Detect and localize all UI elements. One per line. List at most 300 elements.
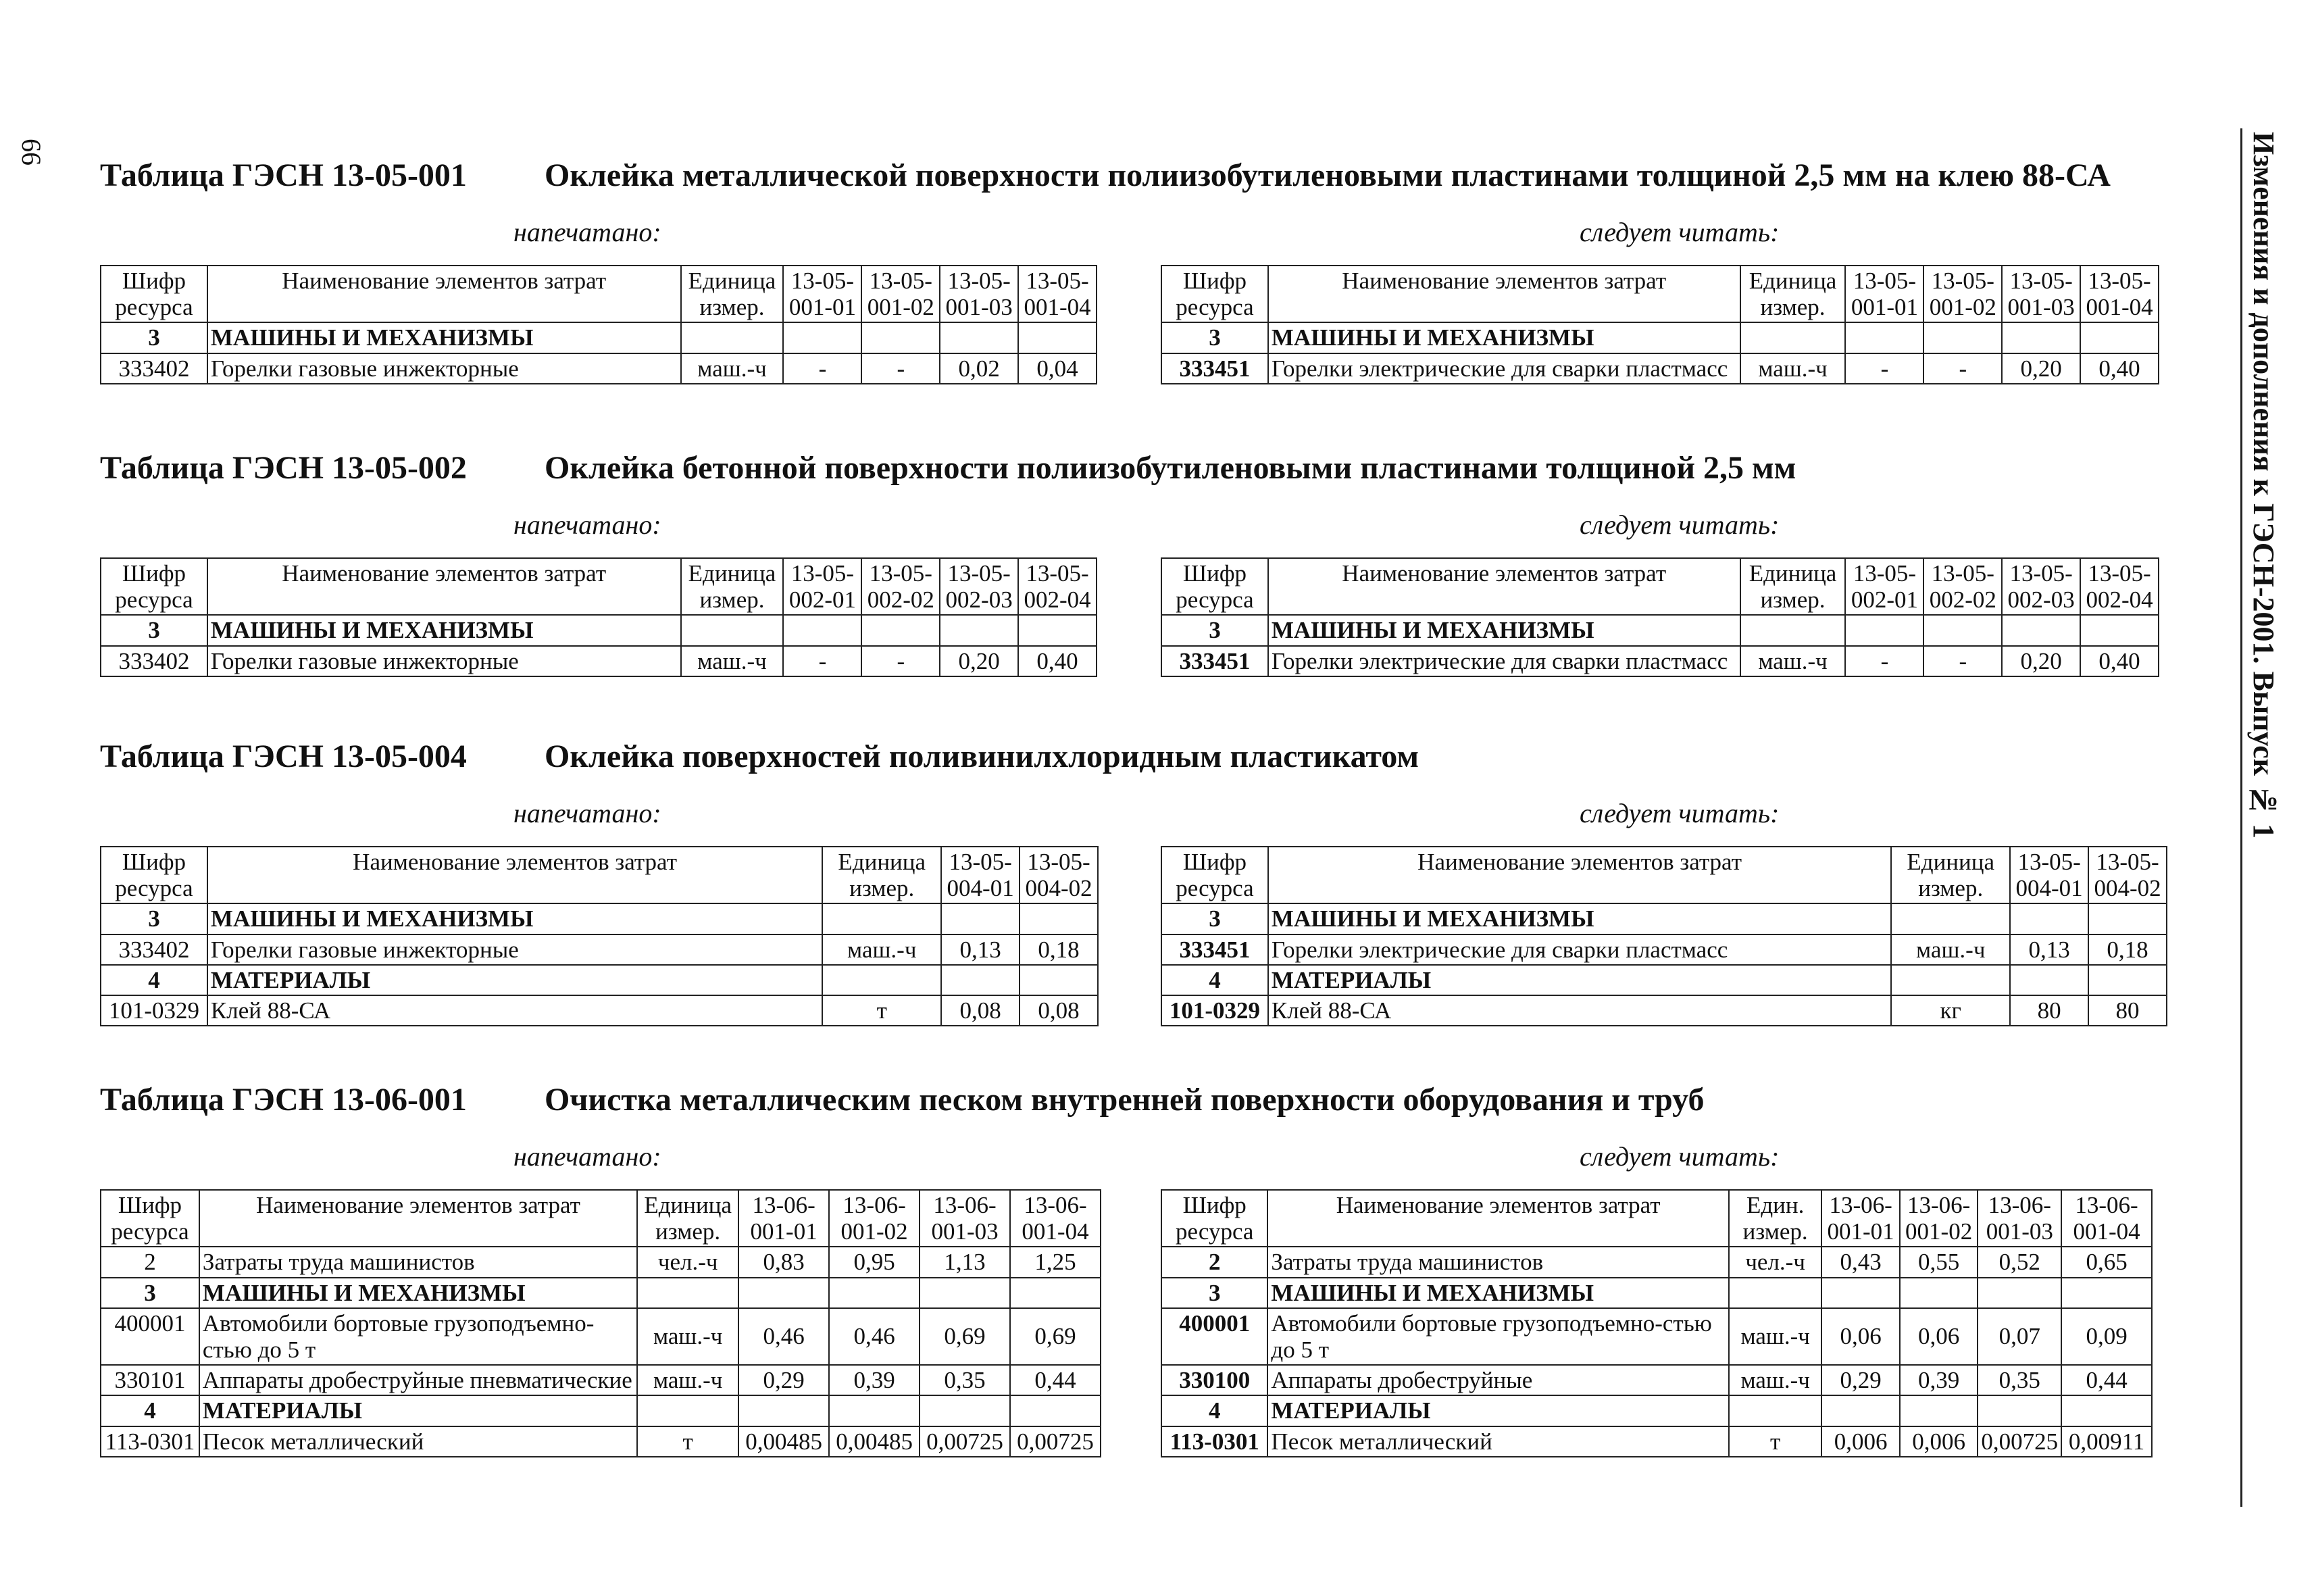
- resource-unit: маш.-ч: [1740, 353, 1846, 384]
- norm-value: [1018, 322, 1097, 353]
- norm-value: -: [861, 646, 940, 676]
- resource-unit: маш.-ч: [1740, 646, 1846, 676]
- printed-label: напечатано:: [513, 509, 661, 540]
- norm-value: [783, 615, 861, 645]
- category-row: [1161, 1278, 2152, 1308]
- read-table: [1161, 557, 2159, 677]
- resource-name: Автомобили бортовые грузоподъемно-стью до 5 т: [199, 1308, 637, 1365]
- category-name: МАШИНЫ И МЕХАНИЗМЫ: [1268, 615, 1740, 645]
- printed-table: [100, 846, 1099, 1026]
- norm-value: [2088, 965, 2167, 995]
- resource-name: Клей 88-СА: [1268, 995, 1891, 1026]
- read-table: [1161, 265, 2159, 384]
- header-code: Шифр ресурса: [1161, 847, 1268, 903]
- resource-code: 333402: [101, 646, 207, 676]
- resource-unit: [1891, 965, 2010, 995]
- resource-name: Горелки электрические для сварки пластмасс: [1268, 353, 1740, 384]
- resource-code: 3: [101, 903, 207, 934]
- norm-value: [2061, 1278, 2152, 1308]
- resource-code: 333402: [101, 934, 207, 965]
- header-norm-code: 13-05-001-01: [1845, 266, 1923, 322]
- side-rule: [2240, 128, 2242, 1507]
- header-code: Шифр ресурса: [101, 1190, 199, 1247]
- header-code: Шифр ресурса: [1161, 558, 1268, 615]
- resource-unit: маш.-ч: [637, 1308, 738, 1365]
- category-row: [1161, 965, 2167, 995]
- norm-value: [1845, 322, 1923, 353]
- section-heading: [100, 157, 2181, 211]
- norm-value: [2010, 965, 2088, 995]
- norm-value: 0,43: [1821, 1247, 1900, 1277]
- resource-unit: [681, 615, 784, 645]
- resource-name: Горелки газовые инжекторные: [207, 646, 681, 676]
- header-norm-code: 13-05-001-03: [940, 266, 1018, 322]
- norm-value: 80: [2088, 995, 2167, 1026]
- read-label: следует читать:: [1580, 798, 1780, 828]
- norm-value: 0,40: [1018, 646, 1097, 676]
- category-name: МАШИНЫ И МЕХАНИЗМЫ: [199, 1278, 637, 1308]
- category-row: [101, 1395, 1101, 1426]
- resource-unit: маш.-ч: [1891, 934, 2010, 965]
- norm-value: [941, 965, 1020, 995]
- resource-unit: т: [822, 995, 941, 1026]
- section-heading: [100, 1081, 2181, 1135]
- norm-value: [1978, 1278, 2061, 1308]
- sublabels: [100, 503, 2181, 557]
- header-norm-code: 13-05-002-02: [1923, 558, 2002, 615]
- norm-value: 0,52: [1978, 1247, 2061, 1277]
- norm-value: 0,35: [920, 1365, 1010, 1395]
- header-norm-code: 13-05-002-03: [940, 558, 1018, 615]
- resource-name: Автомобили бортовые грузоподъемно-стью до 5 т: [1267, 1308, 1729, 1365]
- printed-table: [100, 557, 1097, 677]
- norm-value: 0,13: [941, 934, 1020, 965]
- header-unit: Единица измер.: [681, 266, 784, 322]
- resource-unit: т: [637, 1426, 738, 1457]
- norm-value: 0,69: [1010, 1308, 1101, 1365]
- norm-value: [1923, 322, 2002, 353]
- sublabels: [100, 792, 2181, 846]
- resource-unit: [1729, 1278, 1821, 1308]
- header-name: Наименование элементов затрат: [1267, 1190, 1729, 1247]
- resource-unit: кг: [1891, 995, 2010, 1026]
- resource-code: 113-0301: [101, 1426, 199, 1457]
- resource-unit: маш.-ч: [822, 934, 941, 965]
- norm-value: 0,07: [1978, 1308, 2061, 1365]
- norm-value: 0,006: [1821, 1426, 1900, 1457]
- resource-unit: маш.-ч: [681, 646, 784, 676]
- resource-unit: [822, 903, 941, 934]
- header-norm-code: 13-06-001-04: [2061, 1190, 2152, 1247]
- resource-code: 330100: [1161, 1365, 1267, 1395]
- section-13-05-001: [100, 157, 2181, 382]
- resource-name: Песок металлический: [1267, 1426, 1729, 1457]
- table-row: [1161, 1365, 2152, 1395]
- norm-value: -: [1923, 353, 2002, 384]
- table-row: [101, 1365, 1101, 1395]
- resource-name: Затраты труда машинистов: [1267, 1247, 1729, 1277]
- resource-unit: маш.-ч: [1729, 1308, 1821, 1365]
- resource-unit: [1891, 903, 2010, 934]
- table-header-row: [1161, 1190, 2152, 1247]
- norm-value: 0,00911: [2061, 1426, 2152, 1457]
- norm-value: 0,46: [829, 1308, 920, 1365]
- table-row: [1161, 353, 2159, 384]
- page-number: 66: [16, 139, 47, 166]
- norm-value: [1923, 615, 2002, 645]
- resource-code: 4: [101, 965, 207, 995]
- norm-value: [829, 1278, 920, 1308]
- category-row: [101, 322, 1097, 353]
- category-name: МАТЕРИАЛЫ: [1267, 1395, 1729, 1426]
- norm-value: 0,35: [1978, 1365, 2061, 1395]
- table-row: [101, 934, 1098, 965]
- norm-value: [920, 1395, 1010, 1426]
- header-code: Шифр ресурса: [1161, 1190, 1267, 1247]
- norm-value: 0,65: [2061, 1247, 2152, 1277]
- norm-value: 0,95: [829, 1247, 920, 1277]
- read-label: следует читать:: [1580, 217, 1780, 247]
- resource-code: 3: [101, 1278, 199, 1308]
- resource-unit: маш.-ч: [1729, 1365, 1821, 1395]
- norm-value: 0,29: [1821, 1365, 1900, 1395]
- section-heading: [100, 738, 2181, 792]
- table-header-row: [101, 558, 1097, 615]
- table-title: Оклейка поверхностей поливинилхлоридным пластикатом: [545, 739, 1419, 774]
- norm-value: [1010, 1395, 1101, 1426]
- header-norm-code: 13-05-004-02: [2088, 847, 2167, 903]
- norm-value: 0,40: [2080, 353, 2159, 384]
- table-title: Оклейка бетонной поверхности полиизобутиленовыми пластинами толщиной 2,5 мм: [545, 450, 1796, 486]
- norm-value: [2010, 903, 2088, 934]
- table-header-row: [101, 847, 1098, 903]
- norm-value: [941, 903, 1020, 934]
- category-row: [101, 965, 1098, 995]
- resource-name: Горелки газовые инжекторные: [207, 353, 681, 384]
- resource-unit: [637, 1278, 738, 1308]
- resource-code: 330101: [101, 1365, 199, 1395]
- resource-unit: [681, 322, 784, 353]
- table-row: [101, 1247, 1101, 1277]
- norm-value: [1018, 615, 1097, 645]
- read-label: следует читать:: [1580, 1141, 1780, 1172]
- norm-value: [920, 1278, 1010, 1308]
- norm-value: 0,00485: [738, 1426, 829, 1457]
- category-row: [101, 1278, 1101, 1308]
- resource-unit: [637, 1395, 738, 1426]
- resource-code: 101-0329: [1161, 995, 1268, 1026]
- resource-unit: чел.-ч: [637, 1247, 738, 1277]
- norm-value: 0,29: [738, 1365, 829, 1395]
- header-name: Наименование элементов затрат: [207, 847, 822, 903]
- norm-value: 0,08: [941, 995, 1020, 1026]
- norm-value: 0,06: [1821, 1308, 1900, 1365]
- resource-unit: маш.-ч: [681, 353, 784, 384]
- norm-value: [1020, 903, 1098, 934]
- category-row: [1161, 322, 2159, 353]
- header-unit: Единица измер.: [637, 1190, 738, 1247]
- header-norm-code: 13-06-001-02: [1900, 1190, 1978, 1247]
- category-name: МАТЕРИАЛЫ: [199, 1395, 637, 1426]
- header-norm-code: 13-06-001-02: [829, 1190, 920, 1247]
- norm-value: [940, 615, 1018, 645]
- norm-value: 1,25: [1010, 1247, 1101, 1277]
- header-unit: Единица измер.: [822, 847, 941, 903]
- header-norm-code: 13-05-004-02: [1020, 847, 1098, 903]
- table-row: [1161, 1247, 2152, 1277]
- norm-value: [1010, 1278, 1101, 1308]
- norm-value: [1900, 1278, 1978, 1308]
- table-row: [101, 1426, 1101, 1457]
- norm-value: 0,00725: [920, 1426, 1010, 1457]
- category-row: [101, 903, 1098, 934]
- resource-name: Затраты труда машинистов: [199, 1247, 637, 1277]
- printed-label: напечатано:: [513, 1141, 661, 1172]
- header-unit: Един. измер.: [1729, 1190, 1821, 1247]
- header-norm-code: 13-06-001-03: [920, 1190, 1010, 1247]
- norm-value: [783, 322, 861, 353]
- resource-code: 333451: [1161, 934, 1268, 965]
- resource-unit: [1740, 615, 1846, 645]
- header-norm-code: 13-05-001-01: [783, 266, 861, 322]
- norm-value: [738, 1395, 829, 1426]
- header-name: Наименование элементов затрат: [1268, 266, 1740, 322]
- resource-unit: [822, 965, 941, 995]
- table-header-row: [1161, 266, 2159, 322]
- resource-code: 333402: [101, 353, 207, 384]
- norm-value: [2061, 1395, 2152, 1426]
- norm-value: [2088, 903, 2167, 934]
- resource-code: 3: [101, 615, 207, 645]
- section-heading: [100, 449, 2181, 503]
- header-norm-code: 13-05-002-04: [1018, 558, 1097, 615]
- resource-name: Клей 88-СА: [207, 995, 822, 1026]
- norm-value: 0,55: [1900, 1247, 1978, 1277]
- table-row: [1161, 646, 2159, 676]
- table-row: [1161, 1308, 2152, 1365]
- header-name: Наименование элементов затрат: [207, 266, 681, 322]
- header-code: Шифр ресурса: [1161, 266, 1268, 322]
- header-unit: Единица измер.: [1740, 558, 1846, 615]
- norm-value: 0,18: [1020, 934, 1098, 965]
- norm-value: [2080, 322, 2159, 353]
- header-norm-code: 13-05-001-02: [1923, 266, 2002, 322]
- table-row: [101, 646, 1097, 676]
- resource-code: 3: [1161, 1278, 1267, 1308]
- resource-name: Горелки газовые инжекторные: [207, 934, 822, 965]
- norm-value: -: [1923, 646, 2002, 676]
- sublabels: [100, 1135, 2181, 1189]
- category-name: МАШИНЫ И МЕХАНИЗМЫ: [1268, 322, 1740, 353]
- header-unit: Единица измер.: [681, 558, 784, 615]
- category-row: [1161, 903, 2167, 934]
- norm-value: 0,00485: [829, 1426, 920, 1457]
- resource-code: 333451: [1161, 353, 1268, 384]
- table-code: Таблица ГЭСН 13-05-002: [100, 450, 467, 486]
- printed-label: напечатано:: [513, 798, 661, 828]
- section-13-05-002: [100, 449, 2181, 674]
- norm-value: 0,44: [2061, 1365, 2152, 1395]
- resource-code: 3: [1161, 615, 1268, 645]
- header-code: Шифр ресурса: [101, 266, 207, 322]
- resource-name: Песок металлический: [199, 1426, 637, 1457]
- table-header-row: [1161, 847, 2167, 903]
- resource-unit: маш.-ч: [637, 1365, 738, 1395]
- header-norm-code: 13-06-001-04: [1010, 1190, 1101, 1247]
- header-unit: Единица измер.: [1740, 266, 1846, 322]
- norm-value: -: [1845, 353, 1923, 384]
- resource-unit: [1729, 1395, 1821, 1426]
- read-label: следует читать:: [1580, 509, 1780, 540]
- resource-name: Горелки электрические для сварки пластмасс: [1268, 646, 1740, 676]
- norm-value: 0,00725: [1978, 1426, 2061, 1457]
- norm-value: -: [783, 646, 861, 676]
- category-name: МАШИНЫ И МЕХАНИЗМЫ: [207, 322, 681, 353]
- norm-value: 0,13: [2010, 934, 2088, 965]
- header-norm-code: 13-06-001-03: [1978, 1190, 2061, 1247]
- norm-value: 0,09: [2061, 1308, 2152, 1365]
- norm-value: -: [1845, 646, 1923, 676]
- category-name: МАТЕРИАЛЫ: [207, 965, 822, 995]
- norm-value: -: [861, 353, 940, 384]
- header-unit: Единица измер.: [1891, 847, 2010, 903]
- norm-value: 0,83: [738, 1247, 829, 1277]
- norm-value: [2080, 615, 2159, 645]
- norm-value: 0,39: [1900, 1365, 1978, 1395]
- table-header-row: [101, 1190, 1101, 1247]
- norm-value: [861, 322, 940, 353]
- table-code: Таблица ГЭСН 13-06-001: [100, 1082, 467, 1118]
- category-name: МАТЕРИАЛЫ: [1268, 965, 1891, 995]
- resource-code: 3: [1161, 322, 1268, 353]
- category-name: МАШИНЫ И МЕХАНИЗМЫ: [207, 903, 822, 934]
- category-name: МАШИНЫ И МЕХАНИЗМЫ: [1267, 1278, 1729, 1308]
- header-norm-code: 13-05-002-02: [861, 558, 940, 615]
- norm-value: 0,08: [1020, 995, 1098, 1026]
- table-row: [101, 353, 1097, 384]
- table-header-row: [1161, 558, 2159, 615]
- category-name: МАШИНЫ И МЕХАНИЗМЫ: [207, 615, 681, 645]
- norm-value: [861, 615, 940, 645]
- norm-value: 0,40: [2080, 646, 2159, 676]
- norm-value: 0,20: [940, 646, 1018, 676]
- printed-table: [100, 1189, 1101, 1457]
- table-row: [1161, 934, 2167, 965]
- category-row: [1161, 615, 2159, 645]
- header-norm-code: 13-06-001-01: [1821, 1190, 1900, 1247]
- header-name: Наименование элементов затрат: [199, 1190, 637, 1247]
- norm-value: [2002, 615, 2080, 645]
- header-code: Шифр ресурса: [101, 558, 207, 615]
- resource-code: 333451: [1161, 646, 1268, 676]
- table-row: [101, 1308, 1101, 1365]
- resource-code: 4: [1161, 965, 1268, 995]
- table-title: Оклейка металлической поверхности полиизобутиленовыми пластинами толщиной 2,5 мм на клею 88-СА: [545, 157, 2111, 193]
- norm-value: 0,02: [940, 353, 1018, 384]
- resource-unit: т: [1729, 1426, 1821, 1457]
- norm-value: 0,00725: [1010, 1426, 1101, 1457]
- table-header-row: [101, 266, 1097, 322]
- resource-code: 4: [1161, 1395, 1267, 1426]
- table-title: Очистка металлическим песком внутренней поверхности оборудования и труб: [545, 1082, 1705, 1118]
- resource-code: 2: [101, 1247, 199, 1277]
- resource-code: 3: [101, 322, 207, 353]
- table-code: Таблица ГЭСН 13-05-001: [100, 157, 467, 193]
- table-row: [1161, 1426, 2152, 1457]
- header-norm-code: 13-05-002-01: [783, 558, 861, 615]
- norm-value: 0,20: [2002, 646, 2080, 676]
- norm-value: [1845, 615, 1923, 645]
- header-norm-code: 13-05-001-04: [2080, 266, 2159, 322]
- norm-value: 0,18: [2088, 934, 2167, 965]
- norm-value: [2002, 322, 2080, 353]
- header-norm-code: 13-05-004-01: [2010, 847, 2088, 903]
- norm-value: 0,46: [738, 1308, 829, 1365]
- printed-label: напечатано:: [513, 217, 661, 247]
- norm-value: [1821, 1395, 1900, 1426]
- category-row: [101, 615, 1097, 645]
- norm-value: [940, 322, 1018, 353]
- norm-value: 0,06: [1900, 1308, 1978, 1365]
- table-code: Таблица ГЭСН 13-05-004: [100, 739, 467, 774]
- read-table: [1161, 846, 2167, 1026]
- norm-value: [1020, 965, 1098, 995]
- header-norm-code: 13-05-001-03: [2002, 266, 2080, 322]
- header-name: Наименование элементов затрат: [207, 558, 681, 615]
- norm-value: [829, 1395, 920, 1426]
- resource-name: Аппараты дробеструйные: [1267, 1365, 1729, 1395]
- norm-value: 0,20: [2002, 353, 2080, 384]
- header-code: Шифр ресурса: [101, 847, 207, 903]
- norm-value: 0,44: [1010, 1365, 1101, 1395]
- resource-name: Аппараты дробеструйные пневматические: [199, 1365, 637, 1395]
- resource-code: 4: [101, 1395, 199, 1426]
- resource-code: 400001: [101, 1308, 199, 1365]
- norm-value: [738, 1278, 829, 1308]
- header-norm-code: 13-05-002-01: [1845, 558, 1923, 615]
- resource-code: 2: [1161, 1247, 1267, 1277]
- norm-value: 0,69: [920, 1308, 1010, 1365]
- printed-table: [100, 265, 1097, 384]
- table-row: [101, 995, 1098, 1026]
- resource-code: 113-0301: [1161, 1426, 1267, 1457]
- norm-value: [1978, 1395, 2061, 1426]
- norm-value: -: [783, 353, 861, 384]
- norm-value: 0,04: [1018, 353, 1097, 384]
- resource-code: 400001: [1161, 1308, 1267, 1365]
- resource-unit: чел.-ч: [1729, 1247, 1821, 1277]
- norm-value: [1821, 1278, 1900, 1308]
- header-name: Наименование элементов затрат: [1268, 558, 1740, 615]
- read-table: [1161, 1189, 2153, 1457]
- resource-code: 3: [1161, 903, 1268, 934]
- sublabels: [100, 211, 2181, 265]
- section-13-06-001: [100, 1081, 2181, 1455]
- section-13-05-004: [100, 738, 2181, 1024]
- header-norm-code: 13-05-002-04: [2080, 558, 2159, 615]
- norm-value: 0,006: [1900, 1426, 1978, 1457]
- category-name: МАШИНЫ И МЕХАНИЗМЫ: [1268, 903, 1891, 934]
- resource-code: 101-0329: [101, 995, 207, 1026]
- category-row: [1161, 1395, 2152, 1426]
- resource-name: Горелки электрические для сварки пластмасс: [1268, 934, 1891, 965]
- norm-value: 80: [2010, 995, 2088, 1026]
- header-norm-code: 13-05-004-01: [941, 847, 1020, 903]
- header-norm-code: 13-06-001-01: [738, 1190, 829, 1247]
- header-norm-code: 13-05-001-04: [1018, 266, 1097, 322]
- resource-unit: [1740, 322, 1846, 353]
- table-row: [1161, 995, 2167, 1026]
